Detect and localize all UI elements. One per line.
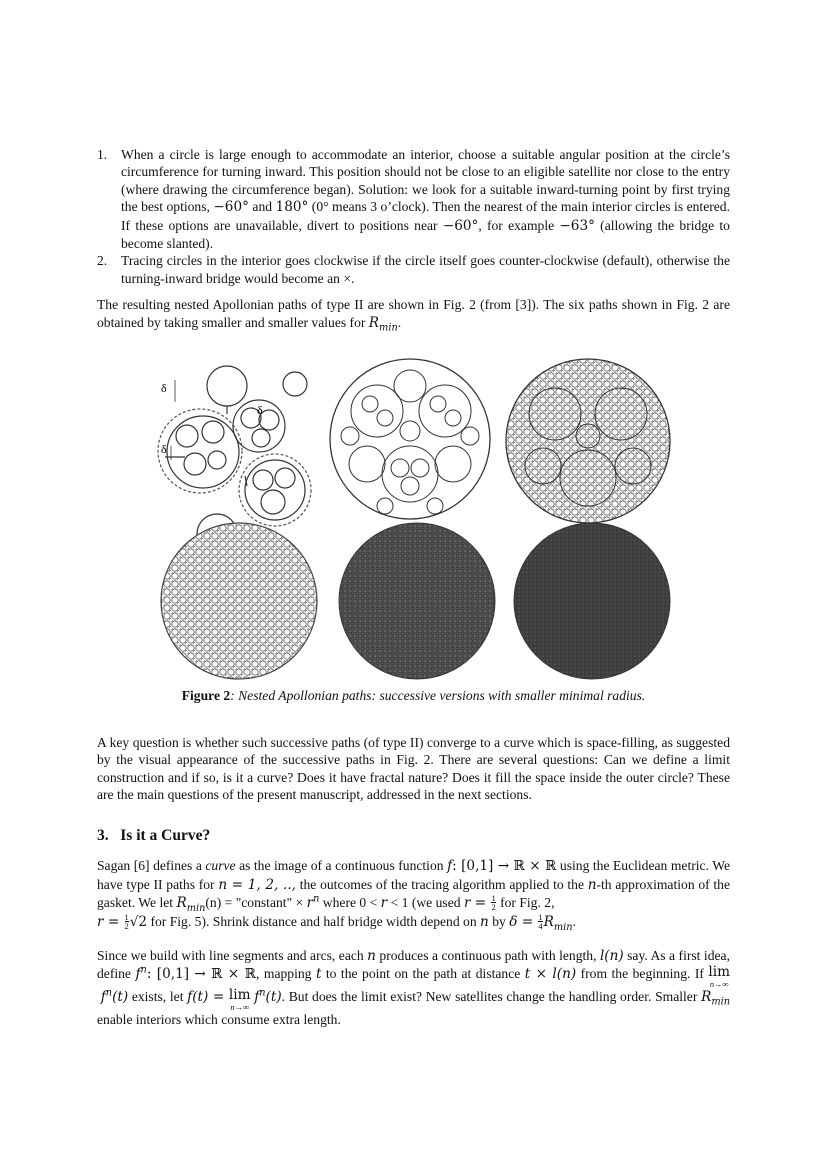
section-title: Is it a Curve? bbox=[120, 827, 211, 844]
panel-2-path bbox=[330, 359, 490, 519]
section-heading bbox=[97, 827, 210, 845]
page-body bbox=[97, 146, 730, 332]
paragraph: Since we build with line segments and arcs, each n produces a continuous path with length, l(n) say. As a first idea, define $f^n$: [0,1] → ℝ × ℝ, mapping t to the point on the path at distance t × l(n) from the beginning. If lim n→∞ $f^n(t)$ exists, let f(t) = lim n→∞ $f^n(t)$. But does the limit exist? New satellites change the handling order. Smaller $R_{min}$ enable interiors which consume extra length. bbox=[97, 948, 731, 1028]
panel-3-path bbox=[506, 359, 670, 523]
paragraph: The resulting nested Apollonian paths of type II are shown in Fig. 2 (from [3]). The six paths shown in Fig. 2 are obtained by taking smaller and smaller values for $R_{min}$. bbox=[97, 297, 730, 334]
figure-caption bbox=[97, 688, 730, 704]
list-number: 2. bbox=[97, 253, 108, 269]
panel-6-path bbox=[514, 523, 670, 679]
list-number: 1. bbox=[97, 147, 108, 162]
panel-5-path bbox=[339, 523, 495, 679]
figure-apollonian-paths bbox=[155, 356, 671, 680]
panel-4-path bbox=[161, 523, 317, 679]
caption-label: Figure 2 bbox=[181, 688, 231, 703]
list-item: 2. Tracing circles in the interior goes clockwise if the circle itself goes counter-clockwise (default), otherwise the turning-inward bridge would become an ×. bbox=[97, 253, 730, 286]
delta-label: δ bbox=[161, 442, 167, 456]
numbered-list bbox=[97, 146, 730, 287]
fraction: $\frac{1}{2}$ bbox=[491, 893, 496, 913]
paragraph: A key question is whether such successive paths (of type II) converge to a curve which is space-filling, as suggested by the visual appearance of the successive paths in Fig. 2. There are several questions: Can we define a limit construction and if so, is it a curve? Does it have fractal nature? Does it fill the space inside the outer circle? These are the main questions of the present manuscript, addressed in the next sections. bbox=[97, 735, 730, 803]
caption-text: : Nested Apollonian paths: successive versions with smaller minimal radius. bbox=[230, 688, 646, 703]
section-number: 3. bbox=[97, 827, 109, 844]
delta-label: δ bbox=[161, 381, 167, 395]
figure-graphic bbox=[155, 356, 671, 680]
fraction: $\frac{1}{2}$ bbox=[124, 911, 129, 931]
limit: lim n→∞ bbox=[228, 987, 251, 1012]
delta-annotations bbox=[161, 380, 263, 460]
fraction: $\frac{1}{4}$ bbox=[538, 911, 543, 931]
list-item: 1. When a circle is large enough to accommodate an interior, choose a suitable angular position at the circle’s circumference for turning inward. This position should not be close to an eligible satellite nor close to the entry (where drawing the circumference began). Solution: we look for a suitable inward-turning point by first trying the best options, −60° and 180° (0° means 3 o’clock). Then the nearest of the main interior circles is entered. If these options are unavailable, divert to positions near −60°, for example −63° (allowing the bridge to become slanted). bbox=[97, 147, 730, 252]
paragraph: Sagan [6] defines a curve as the image of a continuous function f: [0,1] → ℝ × ℝ using the Euclidean metric. We have type II paths for n = 1, 2, .., the outcomes of the tracing algorithm applied to the n-th approximation of the gasket. We let $R_{min}(n)$ = "constant" × $r^n$ where 0 < r < 1 (we used r = $\frac{1}{2}$ for Fig. 2, r = $\frac{1}{2}$ √2 for Fig. 5). Shrink distance and half bridge width depend on n by δ = $\frac{1}{4}$ $R_{min}$. bbox=[97, 858, 731, 933]
limit: lim n→∞ bbox=[708, 964, 730, 989]
delta-label: δ bbox=[257, 403, 263, 417]
